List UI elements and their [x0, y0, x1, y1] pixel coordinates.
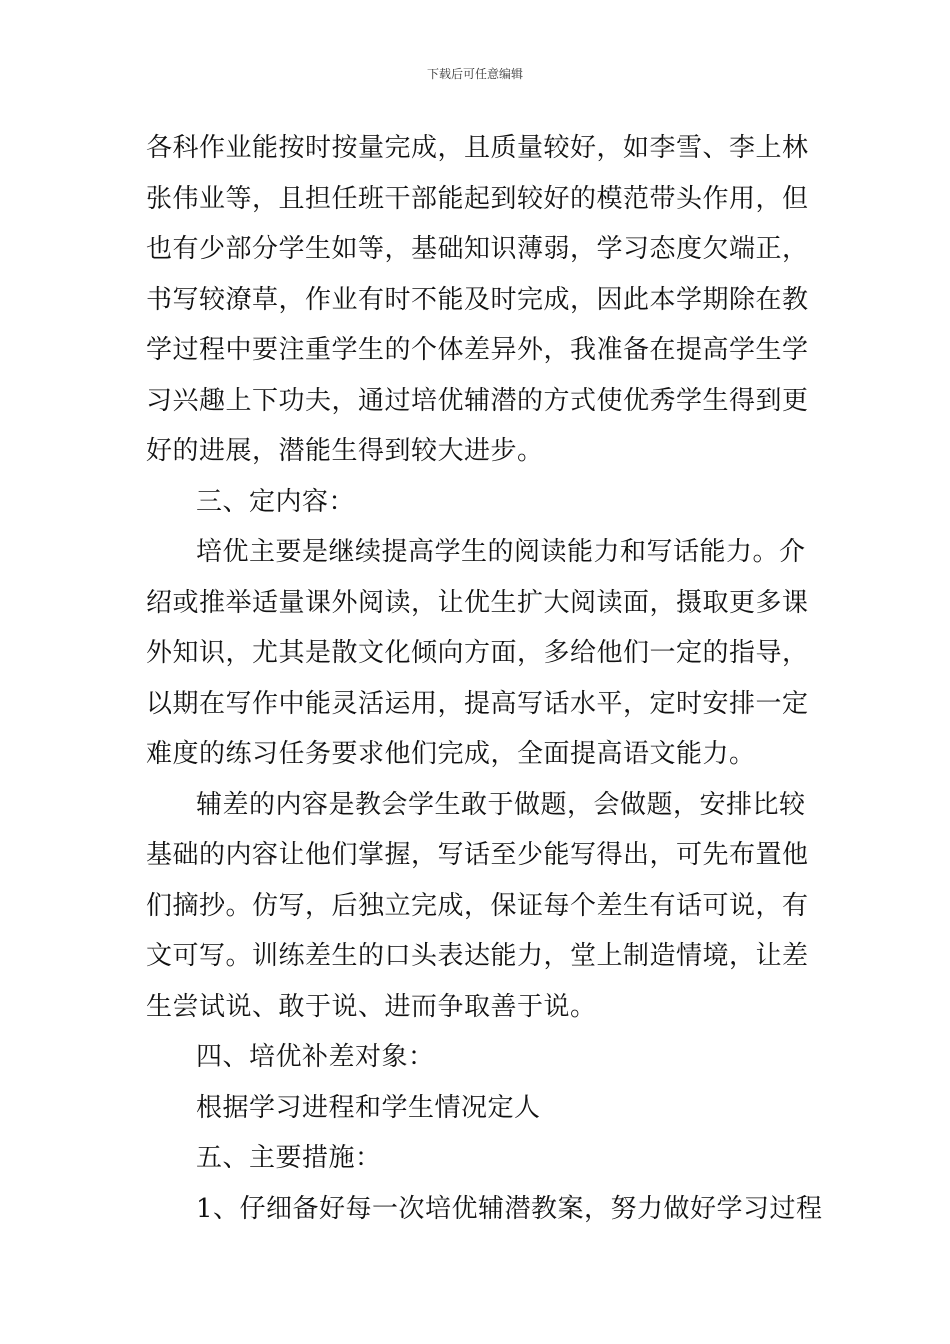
body-line: 张伟业等，且担任班干部能起到较好的模范带头作用，但 [146, 184, 809, 214]
section-heading: 三、定内容： [196, 487, 356, 517]
body-line: 文可写。训练差生的口头表达能力，堂上制造情境，让差 [146, 941, 809, 971]
body-line: 绍或推举适量课外阅读，让优生扩大阅读面，摄取更多课 [146, 588, 809, 618]
section-heading: 四、培优补差对象： [196, 1042, 435, 1072]
body-line: 培优主要是继续提高学生的阅读能力和写话能力。介 [196, 537, 806, 567]
header-note: 下载后可任意编辑 [426, 67, 523, 81]
body-line: 难度的练习任务要求他们完成，全面提高语文能力。 [146, 739, 756, 769]
body-line: 辅差的内容是教会学生敢于做题，会做题，安排比较 [196, 790, 806, 820]
body-line: 们摘抄。仿写，后独立完成，保证每个差生有话可说，有 [146, 891, 809, 921]
body-line: 也有少部分学生如等，基础知识薄弱，学习态度欠端正， [146, 234, 809, 264]
body-line: 以期在写作中能灵活运用，提高写话水平，定时安排一定 [146, 689, 809, 719]
body-line: 基础的内容让他们掌握，写话至少能写得出，可先布置他 [146, 840, 809, 870]
body-line: 外知识，尤其是散文化倾向方面，多给他们一定的指导， [146, 638, 809, 668]
body-line: 书写较潦草，作业有时不能及时完成，因此本学期除在教 [146, 285, 809, 315]
body-line: 习兴趣上下功夫，通过培优辅潜的方式使优秀学生得到更 [146, 386, 809, 416]
body-line: 各科作业能按时按量完成，且质量较好，如李雪、李上林 [146, 133, 809, 163]
section-heading: 五、主要措施： [196, 1143, 382, 1173]
body-line: 好的进展，潜能生得到较大进步。 [146, 436, 544, 466]
body-line: 1、仔细备好每一次培优辅潜教案，努力做好学习过程 [196, 1194, 823, 1224]
body-line: 根据学习进程和学生情况定人 [196, 1093, 541, 1123]
body-line: 学过程中要注重学生的个体差异外，我准备在提高学生学 [146, 335, 809, 365]
body-line: 生尝试说、敢于说、进而争取善于说。 [146, 992, 597, 1022]
